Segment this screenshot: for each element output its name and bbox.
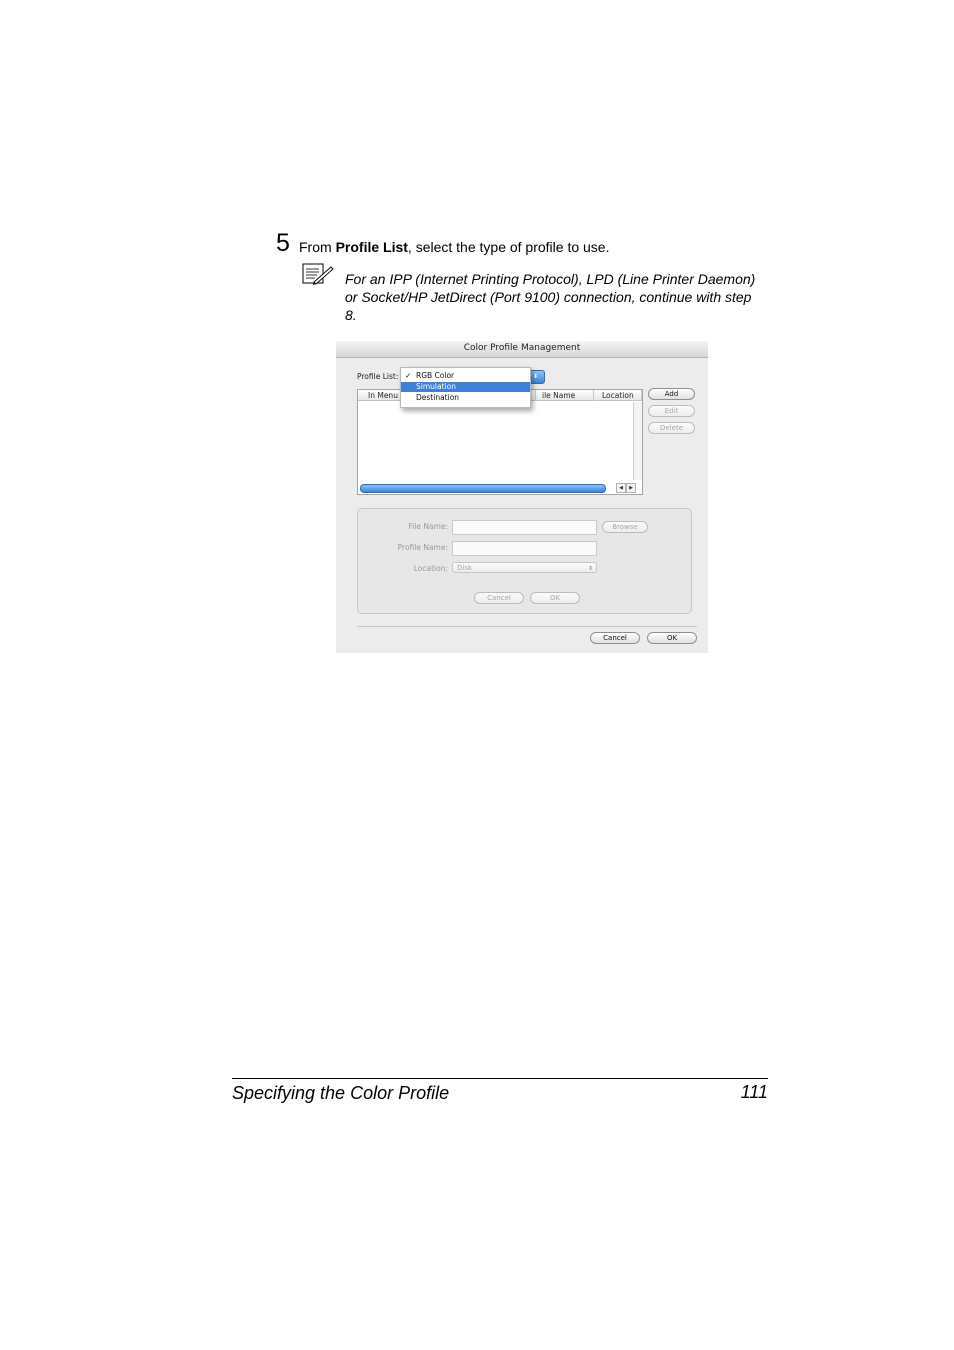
profile-list-popup-arrows-icon[interactable]: ⬍ — [526, 370, 545, 384]
profile-name-label: Profile Name: — [397, 543, 448, 552]
dialog-titlebar[interactable] — [336, 341, 708, 358]
delete-button[interactable]: Delete — [648, 422, 695, 434]
form-ok-button[interactable]: OK — [530, 592, 580, 604]
menu-item-label: Destination — [416, 393, 460, 402]
note-pencil-icon — [302, 263, 334, 285]
location-value: Disk — [457, 564, 473, 572]
note-line-1: For an IPP (Internet Printing Protocol), LPD (Line Printer Daemon) — [345, 271, 756, 287]
column-in-menu[interactable]: In Menu — [358, 390, 418, 401]
select-arrows-icon: ⬍ — [587, 565, 593, 572]
step-instruction — [299, 238, 609, 256]
profile-list-label: Profile List: — [357, 372, 399, 381]
note-text — [345, 270, 770, 324]
scroll-left-arrow-icon[interactable]: ◀ — [616, 483, 626, 493]
step-text-bold: Profile List — [335, 239, 408, 255]
dialog-title: Color Profile Management — [463, 343, 581, 353]
file-name-field[interactable] — [452, 520, 597, 535]
profile-form-group — [357, 508, 692, 614]
page-number: 111 — [740, 1082, 768, 1102]
color-profile-dialog — [336, 341, 708, 653]
browse-button[interactable]: Browse — [602, 521, 648, 533]
vertical-scrollbar[interactable] — [633, 402, 642, 480]
column-file-name[interactable]: ile Name — [536, 390, 594, 401]
checkmark-icon: ✓ — [405, 371, 412, 380]
note-line-3: 8. — [345, 307, 357, 323]
file-name-label: File Name: — [408, 522, 448, 531]
dialog-ok-button[interactable]: OK — [647, 632, 697, 644]
column-location[interactable]: Location — [594, 390, 642, 401]
form-cancel-button[interactable]: Cancel — [474, 592, 524, 604]
edit-button[interactable]: Edit — [648, 405, 695, 417]
note-line-2: or Socket/HP JetDirect (Port 9100) connection, continue with step — [345, 289, 752, 305]
menu-item-simulation[interactable] — [401, 382, 530, 392]
menu-item-destination[interactable] — [401, 393, 530, 403]
step-text-after: , select the type of profile to use. — [407, 239, 610, 255]
dialog-cancel-button[interactable]: Cancel — [590, 632, 640, 644]
step-number: 5 — [276, 229, 290, 257]
scroll-right-arrow-icon[interactable]: ▶ — [626, 483, 636, 493]
separator — [357, 626, 697, 627]
horizontal-scrollbar-thumb[interactable] — [360, 484, 606, 493]
menu-item-rgb-color[interactable] — [401, 371, 530, 381]
menu-item-label: RGB Color — [416, 371, 455, 380]
location-label: Location: — [413, 564, 448, 573]
step-text-before: From — [299, 239, 336, 255]
add-button[interactable]: Add — [648, 388, 695, 400]
profile-list-menu[interactable] — [400, 367, 531, 408]
profile-name-field[interactable] — [452, 541, 597, 556]
location-select[interactable] — [452, 562, 597, 573]
footer-section-title: Specifying the Color Profile — [232, 1083, 450, 1103]
menu-item-label: Simulation — [416, 382, 456, 391]
footer-rule — [232, 1078, 768, 1079]
